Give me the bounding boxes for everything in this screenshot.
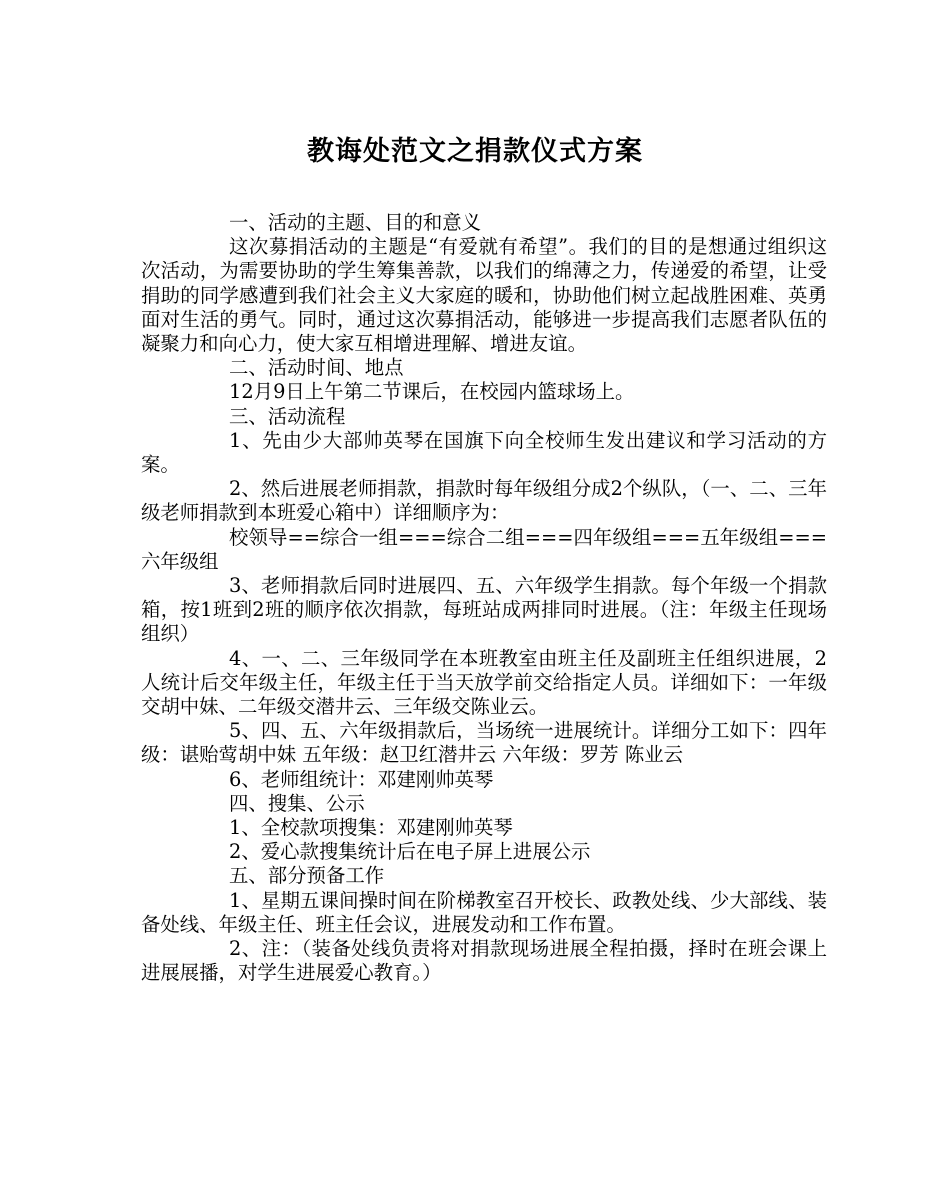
process-order: 校领导==综合一组===综合二组===四年级组===五年级组===六年级组 [141,525,827,573]
section-heading-time-place: 二、活动时间、地点 [229,356,404,380]
process-step-1: 1、先由少大部帅英琴在国旗下向全校师生发出建议和学习活动的方案。 [141,428,827,477]
document-body [141,211,827,986]
paragraph-purpose: 这次募捐活动的主题是“有爱就有希望”。我们的目的是想通过组织这次活动，为需要协助的学生筹集善款，以我们的绵薄之力，传递爱的希望，让受捐助的同学感遭到我们社会主义大家庭的暖和，协助他们树立起战胜困难、英勇面对生活的勇气。同时，通过这次募捐活动，能够进一步提高我们志愿者队伍的凝聚力和向心力，使大家互相增进理解、增进友谊。 [141,235,827,356]
process-step-5: 5、四、五、六年级捐款后，当场统一进展统计。详细分工如下：四年级：谌贻莺胡中妹 五年级：赵卫红潜井云 六年级：罗芳 陈业云 [141,719,827,767]
preparation-item-1: 1、星期五课间操时间在阶梯教室召开校长、政教处线、少大部线、装备处线、年级主任、班主任会议，进展发动和工作布置。 [141,888,827,936]
section-heading-collection: 四、搜集、公示 [229,791,365,815]
preparation-item-2: 2、注：（装备处线负责将对捐款现场进展全程拍摄，择时在班会课上进展展播，对学生进展爱心教育。） [141,937,827,985]
section-heading-process: 三、活动流程 [229,404,346,428]
process-step-4: 4、一、二、三年级同学在本班教室由班主任及副班主任组织进展，2人统计后交年级主任，年级主任于当天放学前交给指定人员。详细如下：一年级交胡中妹、二年级交潜井云、三年级交陈业云。 [141,646,827,719]
section-heading-preparation: 五、部分预备工作 [229,864,385,888]
document-title: 教诲处范文之捐款仪式方案 [307,136,643,167]
collection-item-2: 2、爱心款搜集统计后在电子屏上进展公示 [229,840,591,864]
section-heading-purpose: 一、活动的主题、目的和意义 [229,211,482,234]
paragraph-time-place: 12月9日上午第二节课后，在校园内篮球场上。 [229,380,635,404]
process-step-3: 3、老师捐款后同时进展四、五、六年级学生捐款。每个年级一个捐款箱，按1班到2班的顺序依次捐款，每班站成两排同时进展。（注：年级主任现场组织） [141,574,827,646]
process-step-2: 2、然后进展老师捐款，捐款时每年级组分成2个纵队，（一、二、三年级老师捐款到本班爱心箱中）详细顺序为： [141,477,827,525]
collection-item-1: 1、全校款项搜集：邓建刚帅英琴 [229,816,513,840]
process-step-6: 6、老师组统计：邓建刚帅英琴 [229,767,494,791]
